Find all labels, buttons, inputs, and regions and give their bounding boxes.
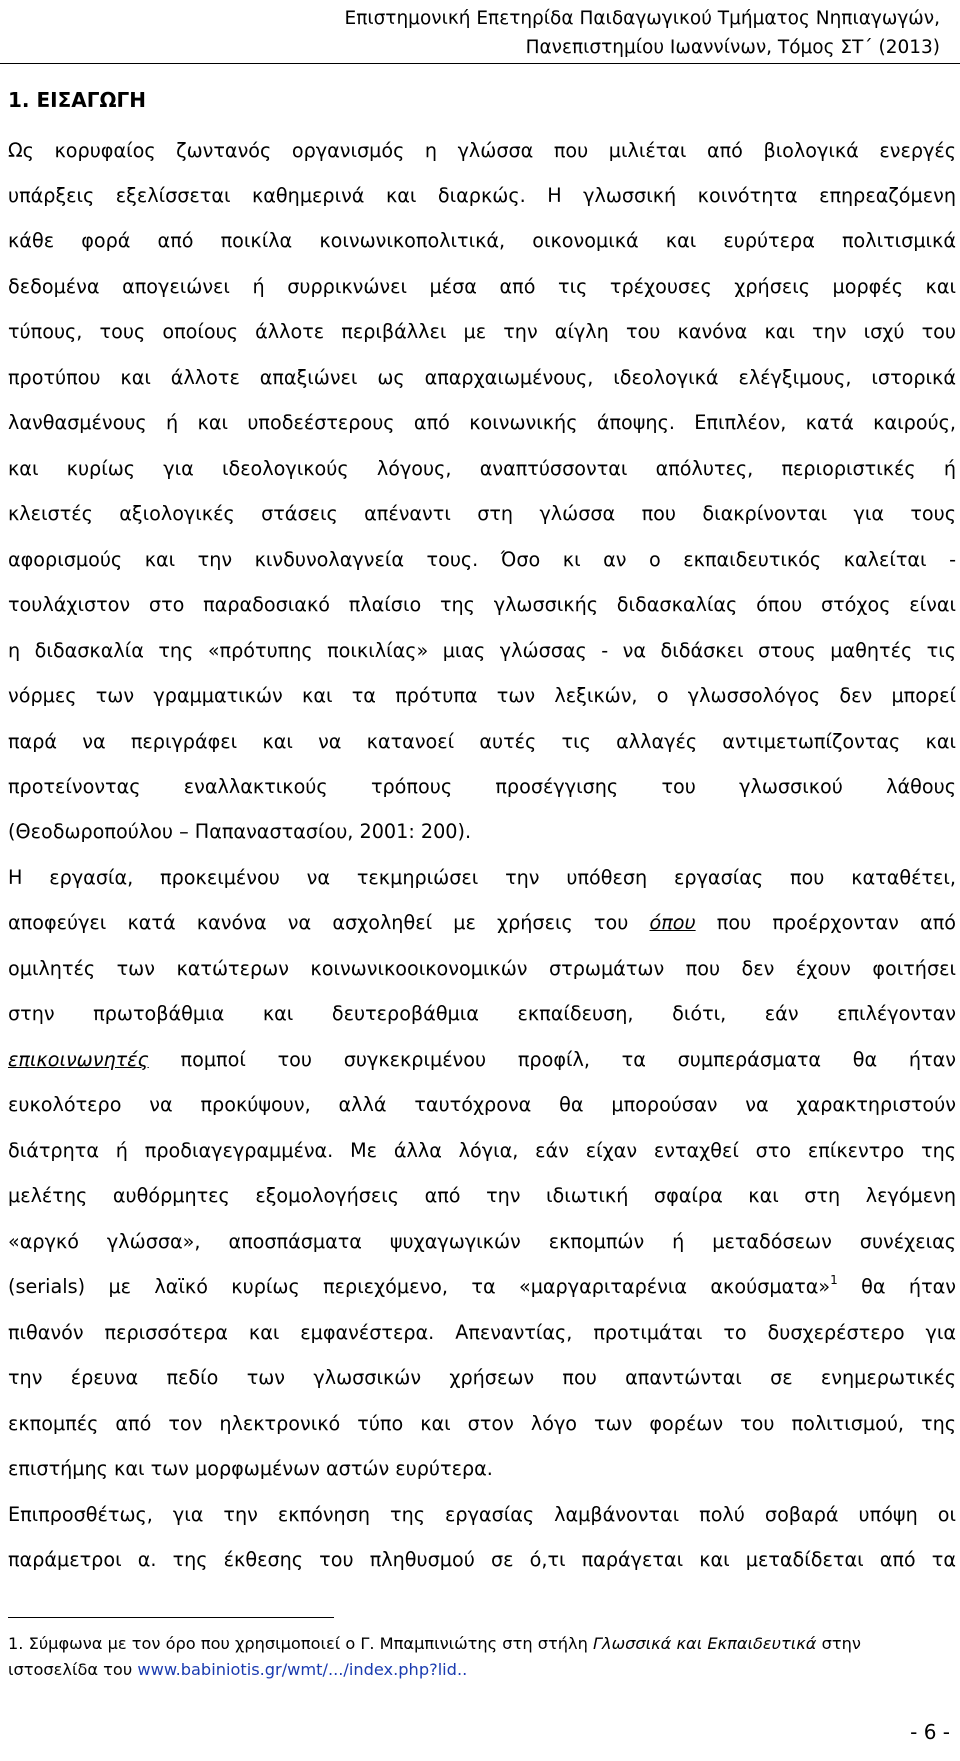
text-line: υπάρξεις εξελίσσεται καθημερινά και διαρκώς. Η γλωσσική κοινότητα επηρεαζόμενη bbox=[8, 184, 956, 207]
footnote-ref: 1 bbox=[830, 1273, 838, 1287]
text-line: ευκολότερο να προκύψουν, αλλά ταυτόχρονα θα μπορούσαν να χαρακτηριστούν bbox=[8, 1093, 956, 1116]
text-line: η διδασκαλία της «πρότυπης ποικιλίας» μιας γλώσσας - να διδάσκει στους μαθητές τις bbox=[8, 639, 956, 662]
text-line: επιστήμης και των μορφωμένων αστών ευρύτερα. bbox=[8, 1457, 493, 1480]
text-line: και κυρίως για ιδεολογικούς λόγους, αναπτύσσονται απόλυτες, περιοριστικές ή bbox=[8, 457, 956, 480]
text-line: παρά να περιγράφει και να κατανοεί αυτές τις αλλαγές αντιμετωπίζοντας και bbox=[8, 730, 956, 753]
text-line: κλειστές αξιολογικές στάσεις απέναντι στη γλώσσα που διακρίνονται για τους bbox=[8, 502, 956, 525]
text-line: «αργκό γλώσσα», αποσπάσματα ψυχαγωγικών εκπομπών ή μεταδόσεων συνέχειας bbox=[8, 1230, 956, 1253]
footnote-line-1: 1. Σύμφωνα με τον όρο που χρησιμοποιεί ο Γ. Μπαμπινιώτης στη στήλη Γλωσσικά και Εκπαιδευτικά στην bbox=[8, 1634, 861, 1653]
text-line: νόρμες των γραμματικών και τα πρότυπα των λεξικών, ο γλωσσολόγος δεν μπορεί bbox=[8, 684, 956, 707]
journal-header bbox=[345, 4, 941, 62]
italic-term: όπου bbox=[649, 911, 696, 934]
text-line: Ως κορυφαίος ζωντανός οργανισμός η γλώσσα που μιλιέται από βιολογικά ενεργές bbox=[8, 139, 956, 162]
header-rule bbox=[0, 63, 960, 64]
column-title: Γλωσσικά και Εκπαιδευτικά bbox=[592, 1634, 817, 1653]
text-line-epikoinonites: επικοινωνητές πομποί του συγκεκριμένου προφίλ, τα συμπεράσματα θα ήταν bbox=[8, 1048, 956, 1071]
text-line: κάθε φορά από ποικίλα κοινωνικοπολιτικά, οικονομικά και ευρύτερα πολιτισμικά bbox=[8, 229, 956, 252]
text-line: στην πρωτοβάθμια και δευτεροβάθμια εκπαίδευση, διότι, εάν επιλέγονταν bbox=[8, 1002, 956, 1025]
text-line: αφορισμούς και την κινδυνολαγνεία τους. Όσο κι αν ο εκπαιδευτικός καλείται - bbox=[8, 548, 956, 571]
footnote-line-2: ιστοσελίδα του www.babiniotis.gr/wmt/.../index.php?lid.. bbox=[8, 1660, 468, 1679]
text-line: λανθασμένους ή και υποδεέστερους από κοινωνικής άποψης. Επιπλέον, κατά καιρούς, bbox=[8, 411, 956, 434]
text-line: εκπομπές από τον ηλεκτρονικό τύπο και στον λόγο των φορέων του πολιτισμού, της bbox=[8, 1412, 956, 1435]
text-line: (Θεοδωροπούλου – Παπαναστασίου, 2001: 200). bbox=[8, 820, 472, 843]
text-line: προτύπου και άλλοτε απαξιώνει ως απαρχαιωμένους, ιδεολογικά ελέγξιμους, ιστορικά bbox=[8, 366, 956, 389]
text-line-serials: (serials) με λαϊκό κυρίως περιεχόμενο, τα «μαργαριταρένια ακούσματα»$^1$ θα ήταν bbox=[8, 1273, 956, 1298]
text-line: μελέτης αυθόρμητες εξομολογήσεις από την ιδιωτική σφαίρα και στη λεγόμενη bbox=[8, 1184, 956, 1207]
footnote-link[interactable]: www.babiniotis.gr/wmt/.../index.php?lid.. bbox=[137, 1660, 468, 1679]
text-line-opou: αποφεύγει κατά κανόνα να ασχοληθεί με χρήσεις του όπου που προέρχονταν από bbox=[8, 911, 956, 934]
text-line: πιθανόν περισσότερα και εμφανέστερα. Απεναντίας, προτιμάται το δυσχερέστερο για bbox=[8, 1321, 956, 1344]
page-number: - 6 - bbox=[910, 1720, 950, 1744]
header-line-2: Πανεπιστημίου Ιωαννίνων, Τόμος ΣΤ΄ (2013) bbox=[525, 37, 940, 58]
text-line: τύπους, τους οποίους άλλοτε περιβάλλει με την αίγλη του κανόνα και την ισχύ του bbox=[8, 320, 956, 343]
text-line: δεδομένα απογειώνει ή συρρικνώνει μέσα από τις τρέχουσες χρήσεις μορφές και bbox=[8, 275, 956, 298]
italic-term: επικοινωνητές bbox=[8, 1048, 149, 1071]
text-line: προτείνοντας εναλλακτικούς τρόπους προσέγγισης του γλωσσικού λάθους bbox=[8, 775, 956, 798]
text-line: διάτρητα ή προδιαγεγραμμένα. Με άλλα λόγια, εάν είχαν ενταχθεί στο επίκεντρο της bbox=[8, 1139, 956, 1162]
text-line: τουλάχιστον στο παραδοσιακό πλαίσιο της γλωσσικής διδασκαλίας όπου στόχος είναι bbox=[8, 593, 956, 616]
text-line: ομιλητές των κατώτερων κοινωνικοοικονομικών στρωμάτων που δεν έχουν φοιτήσει bbox=[8, 957, 956, 980]
text-line: την έρευνα πεδίο των γλωσσικών χρήσεων που απαντώνται σε ενημερωτικές bbox=[8, 1366, 956, 1389]
header-line-1: Επιστημονική Επετηρίδα Παιδαγωγικού Τμήματος Νηπιαγωγών, bbox=[344, 8, 940, 29]
footnote-rule bbox=[8, 1617, 334, 1618]
text-line: Η εργασία, προκειμένου να τεκμηριώσει την υπόθεση εργασίας που καταθέτει, bbox=[8, 866, 956, 889]
text-line: Επιπροσθέτως, για την εκπόνηση της εργασίας λαμβάνονται πολύ σοβαρά υπόψη οι bbox=[8, 1503, 956, 1526]
section-title: 1. ΕΙΣΑΓΩΓΗ bbox=[8, 88, 146, 112]
text-line: παράμετροι α. της έκθεσης του πληθυσμού σε ό,τι παράγεται και μεταδίδεται από τα bbox=[8, 1548, 956, 1571]
